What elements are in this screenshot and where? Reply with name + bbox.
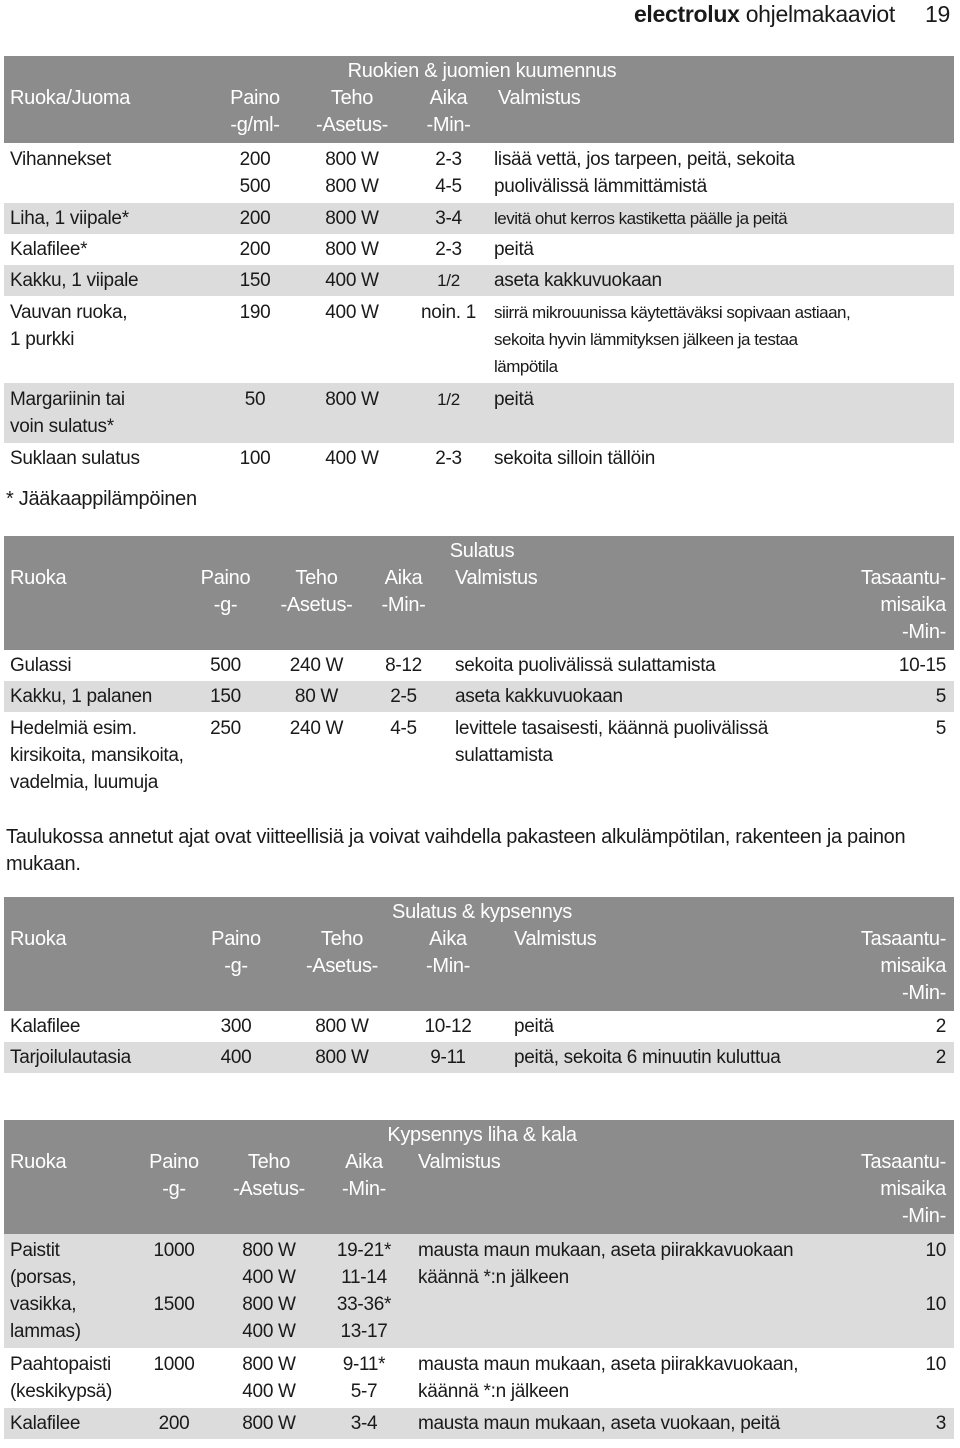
cell: 400 W — [214, 1264, 318, 1291]
cell: Hedelmiä esim. — [10, 718, 137, 739]
table-row — [4, 681, 954, 712]
table-row — [4, 1318, 954, 1348]
col-header: -Asetus- — [214, 1176, 318, 1203]
cell: 19-21* — [318, 1234, 404, 1264]
cell: 200 — [128, 1408, 214, 1439]
defrost-cook-table — [4, 897, 954, 1073]
col-header: -Min- — [318, 1176, 404, 1203]
cell: 240 W — [289, 655, 344, 676]
defrost-note: Taulukossa annetut ajat ovat viitteellisiä ja voivat vaihdella pakasteen alkulämpötilan, rakenteen ja painon mukaan. — [6, 826, 906, 875]
col-header: Aika — [362, 565, 439, 592]
cell: 800 W — [214, 1291, 318, 1318]
table-row — [4, 712, 954, 742]
cell: Gulassi — [10, 655, 72, 676]
col-header: -Min- — [854, 980, 954, 1011]
cell: sulattamista — [455, 745, 553, 766]
table-row — [4, 326, 954, 353]
cell: 400 W — [214, 1318, 318, 1348]
cell — [128, 1318, 214, 1348]
cell: lisää vettä, jos tarpeen, peitä, sekoita — [494, 149, 795, 170]
cell — [404, 1291, 844, 1318]
cell — [844, 1378, 954, 1408]
cell: Vihannekset — [10, 149, 111, 170]
col-header: -g- — [128, 1176, 214, 1203]
cell: 800 W — [325, 239, 379, 260]
table-row — [4, 383, 954, 413]
cell: 5 — [935, 718, 947, 739]
cell: 400 W — [242, 1381, 296, 1402]
cell — [362, 742, 439, 769]
cell — [180, 769, 265, 799]
col-header — [4, 980, 182, 1011]
cell: 10-12 — [424, 1016, 472, 1037]
reheat-table — [4, 56, 954, 474]
cell: 400 W — [295, 265, 403, 296]
cell — [362, 769, 439, 799]
cell — [844, 1264, 954, 1291]
cell: 800 W — [242, 1354, 296, 1375]
cell: Vauvan ruoka, — [10, 302, 128, 323]
table-row — [4, 234, 954, 265]
cell: mausta maun mukaan, aseta vuokaan, peitä — [404, 1408, 844, 1439]
col-header — [488, 112, 954, 143]
cell: Margariinin tai — [4, 383, 209, 413]
cell: 8-12 — [385, 655, 422, 676]
col-header — [4, 592, 180, 619]
cell — [819, 742, 954, 769]
col-header: Tasaantu- — [854, 926, 954, 953]
defrost-table — [4, 536, 954, 799]
cell: 200 — [239, 239, 271, 260]
cell: voin sulatus* — [4, 413, 209, 443]
cell: peitä — [488, 383, 954, 413]
cell: 2 — [935, 1016, 947, 1037]
cell: 500 — [210, 655, 241, 676]
cell: 800 W — [214, 1234, 318, 1264]
cell: 800 W — [295, 383, 403, 413]
cell: Kalafilee — [10, 1016, 81, 1037]
col-header: Valmistus — [496, 926, 854, 953]
table-row — [4, 353, 954, 383]
cell: 4-5 — [435, 176, 462, 197]
cell: vasikka, — [4, 1291, 128, 1318]
cell: (keskikypsä) — [10, 1381, 112, 1402]
col-header: Paino — [209, 85, 295, 112]
cell: 800 W — [315, 1016, 369, 1037]
col-header: -Min- — [362, 592, 439, 619]
cell: 3-4 — [403, 203, 488, 234]
col-header: -Min- — [819, 619, 954, 650]
cell: levittele tasaisesti, käännä puolivälissä — [455, 718, 768, 739]
cell: 800 W — [325, 176, 379, 197]
cell: 1000 — [128, 1234, 214, 1264]
cell: 100 — [239, 448, 271, 469]
cell: peitä — [514, 1016, 554, 1037]
page-number: 19 — [925, 1, 950, 27]
cell: levitä ohut kerros kastiketta päälle ja peitä — [488, 203, 954, 234]
cell: 800 W — [295, 203, 403, 234]
col-header: Valmistus — [404, 1149, 844, 1176]
cook-table — [4, 1120, 954, 1439]
cell — [180, 742, 265, 769]
cell: 2 — [854, 1042, 954, 1073]
col-header — [404, 1176, 844, 1203]
cell: 13-17 — [318, 1318, 404, 1348]
col-header: Paino — [128, 1149, 214, 1176]
cell: 190 — [239, 302, 271, 323]
defrost-section — [4, 536, 954, 799]
col-header: Aika — [403, 85, 488, 112]
col-header — [4, 112, 209, 143]
col-header — [439, 592, 819, 619]
cell: vadelmia, luumuja — [10, 772, 159, 793]
cell: 400 — [182, 1042, 284, 1073]
cell — [403, 326, 488, 353]
cell: peitä — [494, 239, 534, 260]
col-header — [265, 619, 362, 650]
cell: käännä *:n jälkeen — [418, 1381, 569, 1402]
table-title: Ruokien & juomien kuumennus — [4, 56, 954, 85]
col-header: -Asetus- — [295, 112, 403, 143]
cell: 3-4 — [318, 1408, 404, 1439]
col-header: -Min- — [403, 112, 488, 143]
cell: 10 — [925, 1354, 946, 1375]
col-header — [214, 1203, 318, 1234]
col-header: Aika — [394, 926, 496, 953]
cell: 200 — [209, 203, 295, 234]
table-row — [4, 1408, 954, 1439]
footnote: * Jääkaappilämpöinen — [6, 488, 197, 510]
cell: Kalafilee* — [10, 239, 88, 260]
col-header: Teho — [284, 926, 394, 953]
cell: 1/2 — [403, 265, 488, 296]
col-header: -g- — [182, 953, 284, 980]
table-row — [4, 1378, 954, 1408]
cell: 240 W — [289, 718, 344, 739]
cell — [4, 353, 209, 383]
cell: lämpötila — [494, 357, 558, 376]
cell — [265, 742, 362, 769]
cell: 500 — [239, 176, 271, 197]
cell: Tarjoilulautasia — [4, 1042, 182, 1073]
table-row — [4, 1348, 954, 1378]
col-header: Paino — [180, 565, 265, 592]
cell — [844, 1318, 954, 1348]
cell: 9-11* — [342, 1354, 386, 1375]
col-header — [496, 980, 854, 1011]
cell — [403, 413, 488, 443]
cell: 11-14 — [318, 1264, 404, 1291]
cell: Liha, 1 viipale* — [4, 203, 209, 234]
cell: 1 purkki — [10, 329, 75, 350]
reheat-section — [4, 56, 954, 474]
cell — [209, 353, 295, 383]
cell — [404, 1318, 844, 1348]
col-header: -Min- — [394, 953, 496, 980]
col-header: Ruoka/Juoma — [4, 85, 209, 112]
col-header — [284, 980, 394, 1011]
col-header: -Asetus- — [284, 953, 394, 980]
table-row — [4, 296, 954, 326]
col-header: Teho — [214, 1149, 318, 1176]
cell: käännä *:n jälkeen — [404, 1264, 844, 1291]
section-name: ohjelmakaaviot — [745, 1, 895, 27]
brand-name: electrolux — [633, 1, 740, 27]
cell — [265, 769, 362, 799]
cell: sekoita hyvin lämmityksen jälkeen ja testaa — [494, 330, 798, 349]
cell: 1/2 — [403, 383, 488, 413]
cell — [439, 769, 819, 799]
cell: 5-7 — [350, 1381, 378, 1402]
cell: aseta kakkuvuokaan — [488, 265, 954, 296]
col-header — [4, 953, 182, 980]
cell: 2-3 — [435, 149, 462, 170]
cell: 5 — [819, 681, 954, 712]
cell: 33-36* — [318, 1291, 404, 1318]
cell — [209, 413, 295, 443]
col-header — [362, 619, 439, 650]
cell: Kalafilee — [4, 1408, 128, 1439]
cell: mausta maun mukaan, aseta piirakkavuokaan, — [418, 1354, 799, 1375]
table-row — [4, 413, 954, 443]
cell: 300 — [220, 1016, 252, 1037]
col-header — [4, 619, 180, 650]
col-header: -Asetus- — [265, 592, 362, 619]
cell: (porsas, — [4, 1264, 128, 1291]
table-row — [4, 1291, 954, 1318]
cell: peitä, sekoita 6 minuutin kuluttua — [496, 1042, 854, 1073]
col-header: Teho — [295, 85, 403, 112]
cell: 10 — [844, 1291, 954, 1318]
defrost-cook-section — [4, 897, 954, 1073]
cell — [295, 413, 403, 443]
cell: sekoita puolivälissä sulattamista — [455, 655, 716, 676]
table-row — [4, 769, 954, 799]
col-header: Teho — [265, 565, 362, 592]
col-header: Aika — [318, 1149, 404, 1176]
col-header: Valmistus — [439, 565, 819, 592]
col-header — [439, 619, 819, 650]
table-title: Kypsennys liha & kala — [4, 1120, 954, 1149]
table-row — [4, 1264, 954, 1291]
col-header — [318, 1203, 404, 1234]
cell: mausta maun mukaan, aseta piirakkavuokaan — [404, 1234, 844, 1264]
table-row — [4, 203, 954, 234]
cell — [295, 326, 403, 353]
cell: Kakku, 1 viipale — [4, 265, 209, 296]
cell: 2-5 — [362, 681, 439, 712]
cell: 400 W — [325, 448, 379, 469]
cell: Suklaan sulatus — [10, 448, 140, 469]
table-row — [4, 1011, 954, 1042]
cell — [4, 173, 209, 203]
cell — [295, 353, 403, 383]
cell: 150 — [180, 681, 265, 712]
cell: 9-11 — [394, 1042, 496, 1073]
cell: 4-5 — [390, 718, 417, 739]
col-header — [128, 1203, 214, 1234]
table-row — [4, 1042, 954, 1073]
cell: 1000 — [153, 1354, 195, 1375]
table-row — [4, 143, 954, 173]
cell: 3 — [844, 1408, 954, 1439]
col-header: -Min- — [844, 1203, 954, 1234]
cell: 1500 — [128, 1291, 214, 1318]
table-row — [4, 265, 954, 296]
cell: 800 W — [284, 1042, 394, 1073]
cell: noin. 1 — [421, 302, 476, 323]
table-row — [4, 650, 954, 681]
col-header: Ruoka — [4, 926, 182, 953]
cell — [819, 769, 954, 799]
cell: 250 — [210, 718, 241, 739]
cell — [128, 1378, 214, 1408]
cell: 50 — [209, 383, 295, 413]
table-title: Sulatus & kypsennys — [4, 897, 954, 926]
col-header: Valmistus — [488, 85, 954, 112]
cell — [403, 353, 488, 383]
col-header: -g- — [180, 592, 265, 619]
table-row — [4, 1234, 954, 1264]
cook-section — [4, 1120, 954, 1439]
table-row — [4, 742, 954, 769]
col-header: misaika — [819, 592, 954, 619]
cell: aseta kakkuvuokaan — [439, 681, 819, 712]
col-header: Tasaantu- — [819, 565, 954, 592]
cell: siirrä mikrouunissa käytettäväksi sopivaan astiaan, — [494, 303, 851, 322]
table-row — [4, 443, 954, 474]
cell: 150 — [209, 265, 295, 296]
cell — [209, 326, 295, 353]
col-header: misaika — [854, 953, 954, 980]
cell: puolivälissä lämmittämistä — [494, 176, 707, 197]
cell: 800 W — [214, 1408, 318, 1439]
col-header: -g/ml- — [209, 112, 295, 143]
cell: 400 W — [325, 302, 379, 323]
col-header: Ruoka — [4, 1149, 128, 1176]
cell: sekoita silloin tällöin — [494, 448, 656, 469]
cell: 200 — [239, 149, 271, 170]
cell: Kakku, 1 palanen — [4, 681, 180, 712]
cell: 2-3 — [435, 448, 462, 469]
cell: Paahtopaisti — [10, 1354, 111, 1375]
cell — [128, 1264, 214, 1291]
col-header — [496, 953, 854, 980]
col-header: Paino — [182, 926, 284, 953]
cell: 10-15 — [898, 655, 947, 676]
cell: 2-3 — [435, 239, 462, 260]
cell: 80 W — [265, 681, 362, 712]
col-header — [4, 1203, 128, 1234]
col-header — [394, 980, 496, 1011]
table-row — [4, 173, 954, 203]
page-header — [634, 0, 950, 34]
col-header — [404, 1203, 844, 1234]
cell: 800 W — [325, 149, 379, 170]
cell — [488, 413, 954, 443]
cell: kirsikoita, mansikoita, — [10, 745, 184, 766]
col-header: Tasaantu- — [844, 1149, 954, 1176]
col-header: Ruoka — [4, 565, 180, 592]
cell: Paistit — [4, 1234, 128, 1264]
cell: lammas) — [4, 1318, 128, 1348]
col-header — [180, 619, 265, 650]
cell: 10 — [844, 1234, 954, 1264]
col-header — [182, 980, 284, 1011]
col-header — [4, 1176, 128, 1203]
table-title: Sulatus — [4, 536, 954, 565]
col-header: misaika — [844, 1176, 954, 1203]
